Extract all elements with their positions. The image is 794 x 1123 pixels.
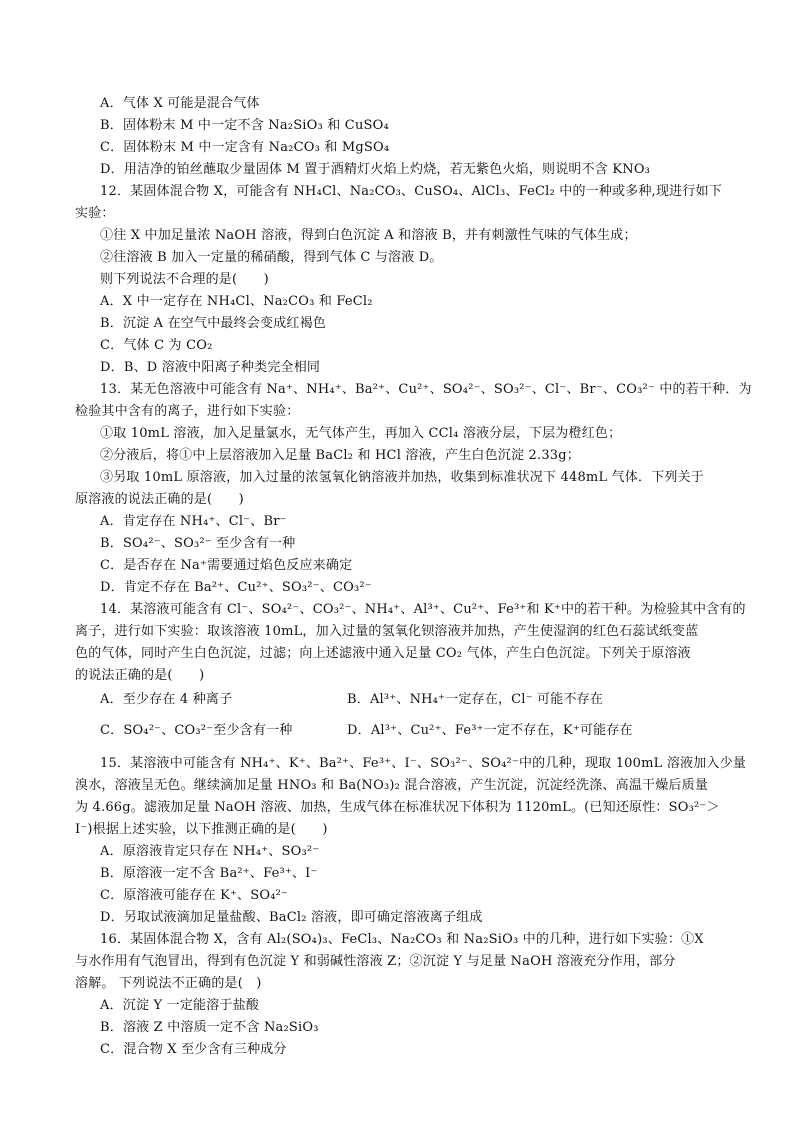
option-13-c: C．是否存在 Na⁺需要通过焰色反应来确定 bbox=[100, 558, 353, 573]
option-11-d: D．用洁净的铂丝蘸取少量固体 M 置于酒精灯火焰上灼烧，若无紫色火焰，则说明不含 KNO₃ bbox=[100, 162, 651, 177]
question-14-stem: 14．某溶液可能含有 Cl⁻、SO₄²⁻、CO₃²⁻、NH₄⁺、Al³⁺、Cu²⁺、Fe³⁺和 K⁺中的若干种。为检验其中含有的 bbox=[100, 602, 746, 617]
question-15-stem-cont3: I⁻)根据上述实验，以下推测正确的是( ) bbox=[75, 822, 328, 837]
question-12-stem-cont: 实验： bbox=[75, 206, 115, 221]
question-12-stem: 12．某固体混合物 X，可能含有 NH₄Cl、Na₂CO₃、CuSO₄、AlCl₃、FeCl₂ 中的一种或多种,现进行如下 bbox=[100, 184, 722, 199]
option-13-b: B．SO₄²⁻、SO₃²⁻ 至少含有一种 bbox=[100, 536, 296, 551]
option-13-d: D．肯定不存在 Ba²⁺、Cu²⁺、SO₃²⁻、CO₃²⁻ bbox=[100, 580, 372, 595]
option-14-a: A．至少存在 4 种离子 bbox=[100, 692, 233, 707]
question-12-step2: ②往溶液 B 加入一定量的稀硝酸，得到气体 C 与溶液 D。 bbox=[100, 250, 443, 265]
option-12-d: D．B、D 溶液中阳离子种类完全相同 bbox=[100, 360, 321, 375]
question-13-stem: 13．某无色溶液中可能含有 Na⁺、NH₄⁺、Ba²⁺、Cu²⁺、SO₄²⁻、SO₃²⁻、Cl⁻、Br⁻、CO₃²⁻ 中的若干种．为 bbox=[100, 382, 752, 397]
option-16-c: C．混合物 X 至少含有三种成分 bbox=[100, 1042, 287, 1057]
option-14-c: C．SO₄²⁻、CO₃²⁻至少含有一种 bbox=[100, 723, 293, 738]
question-13-step1: ①取 10mL 溶液，加入足量氯水，无气体产生，再加入 CCl₄ 溶液分层，下层为橙红色； bbox=[100, 426, 622, 441]
option-15-d: D．另取试液滴加足量盐酸、BaCl₂ 溶液，即可确定溶液离子组成 bbox=[100, 910, 483, 925]
option-11-b: B．固体粉末 M 中一定不含 Na₂SiO₃ 和 CuSO₄ bbox=[100, 118, 389, 133]
option-11-c: C．固体粉末 M 中一定含有 Na₂CO₃ 和 MgSO₄ bbox=[100, 140, 390, 155]
question-15-stem: 15．某溶液中可能含有 NH₄⁺、K⁺、Ba²⁺、Fe³⁺、I⁻、SO₃²⁻、SO₄²⁻中的几种，现取 100mL 溶液加入少量 bbox=[100, 756, 747, 771]
option-15-c: C．原溶液可能存在 K⁺、SO₄²⁻ bbox=[100, 888, 289, 903]
question-14-stem-cont2: 色的气体，同时产生白色沉淀，过滤；向上述滤液中通入足量 CO₂ 气体，产生白色沉淀。下列关于原溶液 bbox=[75, 646, 691, 661]
question-16-stem-cont2: 溶解。 下列说法不正确的是( ) bbox=[75, 976, 262, 991]
option-15-b: B．原溶液一定不含 Ba²⁺、Fe³⁺、I⁻ bbox=[100, 866, 318, 881]
question-15-stem-cont1: 溴水，溶液呈无色。继续滴加足量 HNO₃ 和 Ba(NO₃)₂ 混合溶液，产生沉淀，沉淀经洗涤、高温干燥后质量 bbox=[75, 778, 709, 793]
question-12-ask: 则下列说法不合理的是( ) bbox=[100, 272, 269, 287]
option-12-c: C．气体 C 为 CO₂ bbox=[100, 338, 213, 353]
question-14-stem-cont1: 离子，进行如下实验：取该溶液 10mL，加入过量的氢氧化钡溶液并加热，产生使湿润的红色石蕊试纸变蓝 bbox=[75, 624, 699, 639]
option-14-d: D．Al³⁺、Cu²⁺、Fe³⁺一定不存在，K⁺可能存在 bbox=[347, 723, 633, 738]
question-15-stem-cont2: 为 4.66g。滤液加足量 NaOH 溶液、加热，生成气体在标准状况下体积为 1120mL。(已知还原性：SO₃²⁻＞ bbox=[75, 800, 720, 815]
option-16-a: A．沉淀 Y 一定能溶于盐酸 bbox=[100, 998, 260, 1013]
question-13-step3: ③另取 10mL 原溶液，加入过量的浓氢氧化钠溶液并加热，收集到标准状况下 448mL 气体．下列关于 bbox=[100, 470, 705, 485]
question-16-stem: 16．某固体混合物 X，含有 Al₂(SO₄)₃、FeCl₃、Na₂CO₃ 和 Na₂SiO₃ 中的几种，进行如下实验：①X bbox=[100, 932, 704, 947]
option-15-a: A．原溶液肯定只存在 NH₄⁺、SO₃²⁻ bbox=[100, 844, 320, 859]
option-13-a: A．肯定存在 NH₄⁺、Cl⁻、Br⁻ bbox=[100, 514, 287, 529]
question-13-step3-cont: 原溶液的说法正确的是( ) bbox=[75, 492, 244, 507]
question-14-stem-cont3: 的说法正确的是( ) bbox=[75, 668, 205, 683]
question-16-stem-cont1: 与水作用有气泡冒出，得到有色沉淀 Y 和弱碱性溶液 Z；②沉淀 Y 与足量 NaOH 溶液充分作用，部分 bbox=[75, 954, 676, 969]
option-11-a: A．气体 X 可能是混合气体 bbox=[100, 96, 260, 111]
option-14-b: B．Al³⁺、NH₄⁺一定存在，Cl⁻ 可能不存在 bbox=[347, 692, 604, 707]
question-13-step2: ②分液后，将①中上层溶液加入足量 BaCl₂ 和 HCl 溶液，产生白色沉淀 2.33g； bbox=[100, 448, 580, 463]
question-12-step1: ①往 X 中加足量浓 NaOH 溶液，得到白色沉淀 A 和溶液 B，并有刺激性气味的气体生成； bbox=[100, 228, 637, 243]
question-13-stem-cont: 检验其中含有的离子，进行如下实验： bbox=[75, 404, 300, 419]
option-12-a: A．X 中一定存在 NH₄Cl、Na₂CO₃ 和 FeCl₂ bbox=[100, 294, 373, 309]
option-16-b: B．溶液 Z 中溶质一定不含 Na₂SiO₃ bbox=[100, 1020, 319, 1035]
option-12-b: B．沉淀 A 在空气中最终会变成红褐色 bbox=[100, 316, 327, 331]
